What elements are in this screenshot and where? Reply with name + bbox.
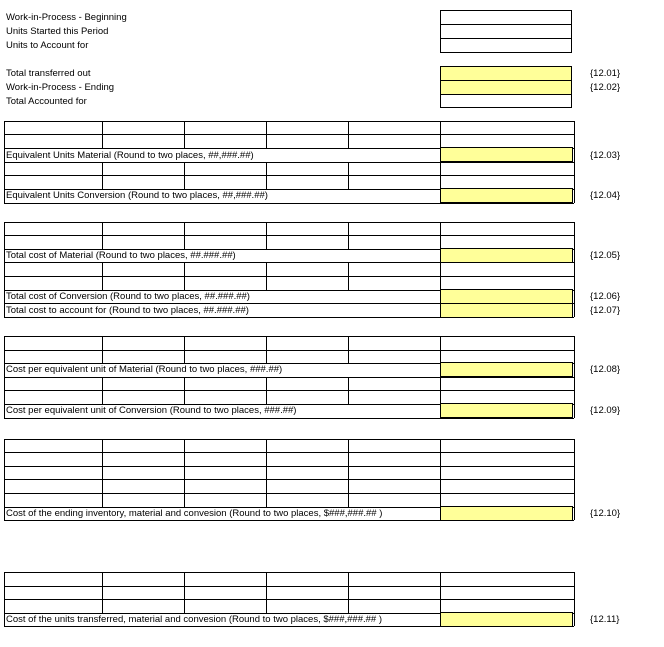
code-12-08: {12.08}: [590, 364, 621, 375]
units-started-label: Units Started this Period: [6, 26, 109, 37]
wip-ending-input[interactable]: [440, 80, 572, 95]
cpeu-conversion-label: Cost per equivalent unit of Conversion (Round to two places, ###.##): [6, 405, 297, 416]
code-12-04: {12.04}: [590, 190, 621, 201]
code-12-07: {12.07}: [590, 305, 621, 316]
ending-inventory-label: Cost of the ending inventory, material and convesion (Round to two places, $###,###.## ): [6, 508, 383, 519]
code-12-01: {12.01}: [590, 68, 621, 79]
code-12-06: {12.06}: [590, 291, 621, 302]
code-12-09: {12.09}: [590, 405, 621, 416]
total-accounted-label: Total Accounted for: [6, 96, 87, 107]
units-to-account-input[interactable]: [440, 38, 572, 53]
cost-material-input[interactable]: [440, 248, 573, 263]
units-started-input[interactable]: [440, 24, 572, 39]
ending-inventory-input[interactable]: [440, 506, 573, 521]
cost-account-label: Total cost to account for (Round to two places, ##.###.##): [6, 305, 249, 316]
cost-conversion-input[interactable]: [440, 289, 573, 304]
code-12-11: {12.11}: [590, 614, 620, 625]
total-transferred-out-input[interactable]: [440, 66, 572, 81]
wip-beginning-input[interactable]: [440, 10, 572, 25]
cost-conversion-label: Total cost of Conversion (Round to two places, ##.###.##): [6, 291, 250, 302]
eu-material-label: Equivalent Units Material (Round to two places, ##,###.##): [6, 150, 254, 161]
eu-conversion-input[interactable]: [440, 188, 573, 203]
cpeu-conversion-input[interactable]: [440, 403, 573, 418]
units-transferred-input[interactable]: [440, 612, 573, 627]
eu-conversion-label: Equivalent Units Conversion (Round to two places, ##,###.##): [6, 190, 268, 201]
cost-account-input[interactable]: [440, 303, 573, 318]
total-transferred-out-label: Total transferred out: [6, 68, 91, 79]
eu-material-input[interactable]: [440, 147, 573, 162]
cpeu-material-input[interactable]: [440, 362, 573, 377]
code-12-10: {12.10}: [590, 508, 621, 519]
code-12-02: {12.02}: [590, 82, 621, 93]
total-accounted-input[interactable]: [440, 94, 572, 108]
units-transferred-label: Cost of the units transferred, material and convesion (Round to two places, $###,###.## ): [6, 614, 382, 625]
cpeu-material-label: Cost per equivalent unit of Material (Round to two places, ###.##): [6, 364, 283, 375]
wip-ending-label: Work-in-Process - Ending: [6, 82, 115, 93]
units-to-account-label: Units to Account for: [6, 40, 89, 51]
code-12-05: {12.05}: [590, 250, 621, 261]
code-12-03: {12.03}: [590, 150, 621, 161]
cost-material-label: Total cost of Material (Round to two places, ##.###.##): [6, 250, 236, 261]
wip-beginning-label: Work-in-Process - Beginning: [6, 12, 127, 23]
